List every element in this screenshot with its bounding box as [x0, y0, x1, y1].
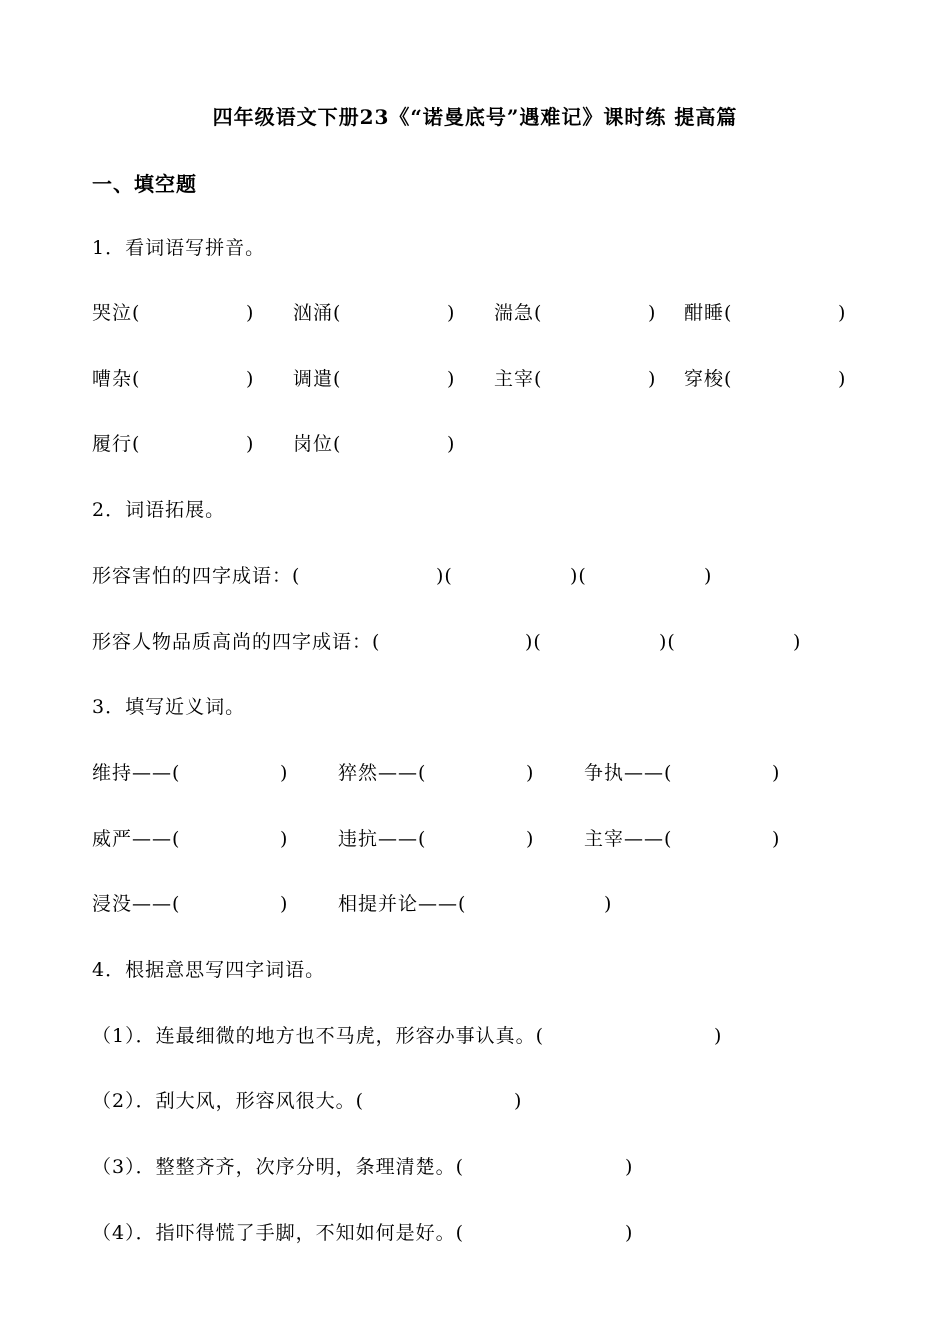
blank-close: ): [704, 565, 713, 587]
question-2-prompt: 2．词语拓展。: [92, 499, 226, 521]
blank-close: ): [648, 302, 657, 324]
idiom-meaning-item-3: [92, 1153, 852, 1181]
page-title: 四年级语文下册23《“诺曼底号”遇难记》课时练 提高篇: [212, 105, 738, 129]
pinyin-item-xiongyong: 汹涌(: [293, 302, 342, 324]
synonym-row-3: [92, 890, 852, 918]
idiom-meaning-item-1: [92, 1022, 852, 1050]
blank-close: ): [838, 368, 847, 390]
pinyin-item-caoza: 嘈杂(: [92, 368, 141, 390]
blank-close: ): [714, 1025, 723, 1047]
synonym-item-zhuzai: 主宰——(: [584, 828, 673, 850]
idiom-meaning-item-4: [92, 1219, 852, 1247]
pinyin-item-zhuzai: 主宰(: [494, 368, 543, 390]
blank-close: ): [604, 893, 613, 915]
blank-close: ): [246, 302, 255, 324]
idiom-meaning-text: （4）．指吓得慌了手脚，不知如何是好。(: [92, 1222, 465, 1244]
blank-close: ): [838, 302, 847, 324]
idiom-meaning-text: （2）．刮大风，形容风很大。(: [92, 1090, 365, 1112]
section-title-fill-blanks: 一、填空题: [92, 172, 197, 196]
blank-close: ): [246, 368, 255, 390]
idiom-meaning-text: （1）．连最细微的地方也不马虎，形容办事认真。(: [92, 1025, 545, 1047]
blank-close: ): [280, 828, 289, 850]
pinyin-item-tuanji: 湍急(: [494, 302, 543, 324]
blank-separator: )(: [436, 565, 453, 587]
synonym-item-weikang: 违抗——(: [338, 828, 427, 850]
synonym-row-2: [92, 825, 852, 853]
blank-close: ): [447, 302, 456, 324]
synonym-item-weiyan: 威严——(: [92, 828, 181, 850]
question-4-prompt: 4．根据意思写四字词语。: [92, 959, 326, 981]
pinyin-item-hanshui: 酣睡(: [684, 302, 733, 324]
blank-close: ): [280, 893, 289, 915]
blank-close: ): [772, 762, 781, 784]
synonym-item-jinmo: 浸没——(: [92, 893, 181, 915]
blank-close: ): [772, 828, 781, 850]
idiom-meaning-item-2: [92, 1087, 852, 1115]
synonym-row-1: [92, 759, 852, 787]
question-1-prompt: 1．看词语写拼音。: [92, 237, 266, 259]
blank-close: ): [447, 433, 456, 455]
blank-close: ): [793, 631, 802, 653]
pinyin-item-kuqi: 哭泣(: [92, 302, 141, 324]
question-3-prompt: 3．填写近义词。: [92, 696, 246, 718]
idiom-line-noble: [92, 628, 852, 656]
blank-close: ): [246, 433, 255, 455]
idiom-line-fear: [92, 562, 852, 590]
synonym-item-weichi: 维持——(: [92, 762, 181, 784]
blank-close: ): [526, 762, 535, 784]
synonym-item-xiangtibinglun: 相提并论——(: [338, 893, 467, 915]
blank-close: ): [447, 368, 456, 390]
pinyin-item-gangwei: 岗位(: [293, 433, 342, 455]
blank-separator: )(: [659, 631, 676, 653]
blank-close: ): [625, 1222, 634, 1244]
synonym-item-curan: 猝然——(: [338, 762, 427, 784]
pinyin-row-2: [92, 365, 852, 393]
pinyin-row-3: [92, 430, 852, 458]
blank-close: ): [648, 368, 657, 390]
pinyin-item-chuansuo: 穿梭(: [684, 368, 733, 390]
blank-separator: )(: [525, 631, 542, 653]
blank-separator: )(: [570, 565, 587, 587]
synonym-item-zhengzhi: 争执——(: [584, 762, 673, 784]
blank-close: ): [514, 1090, 523, 1112]
pinyin-item-lvxing: 履行(: [92, 433, 141, 455]
blank-close: ): [526, 828, 535, 850]
idiom-meaning-text: （3）．整整齐齐，次序分明，条理清楚。(: [92, 1156, 465, 1178]
idiom-label-noble: 形容人物品质高尚的四字成语：(: [92, 631, 381, 653]
pinyin-item-diaoqian: 调遣(: [293, 368, 342, 390]
idiom-label-fear: 形容害怕的四字成语：(: [92, 565, 301, 587]
blank-close: ): [280, 762, 289, 784]
blank-close: ): [625, 1156, 634, 1178]
pinyin-row-1: [92, 299, 852, 327]
